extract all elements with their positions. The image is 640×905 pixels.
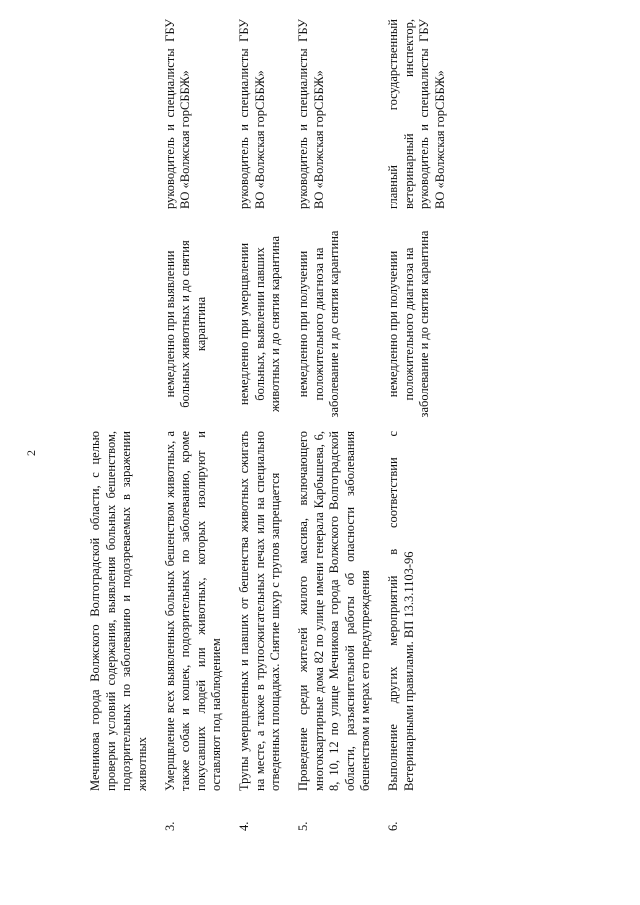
row-number: 4. xyxy=(237,821,251,831)
row-number xyxy=(88,791,161,833)
responsible-text: руководитель и специалисты ГБУ ВО «Волжская горСББЖ» xyxy=(162,18,193,209)
responsible-text: главный государственный ветеринарный инспектор, руководитель и специалисты ГБУ ВО «Волжская горСББЖ» xyxy=(386,18,447,209)
deadline-text: немедленно при выявлении больных животных и до снятия карантина xyxy=(162,239,208,408)
table-row xyxy=(88,13,161,833)
deadline-text: немедленно при получении положительного диагноза на заболевание и до снятия карантина xyxy=(295,230,342,417)
table-row xyxy=(384,13,459,833)
rotated-page-content xyxy=(40,18,600,873)
measure-text: Выполнение других мероприятий в соответствии с Ветеринарными правилами. ВП 13.3.1103-96 xyxy=(386,430,416,791)
responsible-text: руководитель и специалисты ГБУ ВО «Волжская горСББЖ» xyxy=(237,18,267,209)
page-number: 2 xyxy=(24,450,38,456)
measure-text: Умерщвление всех выявленных больных бешенством животных, а также собак и кошек, подозрительных по заболеванию, кроме покусавших людей или животных, которых изолируют и оставляют под наблюдением xyxy=(162,430,224,791)
responsible-text: руководитель и специалисты ГБУ ВО «Волжская горСББЖ» xyxy=(295,18,326,209)
row-number: 6. xyxy=(386,821,400,831)
row-number: 3. xyxy=(162,821,177,831)
responsible-text xyxy=(88,13,161,223)
measure-text: Проведение среди жителей жилого массива, включающего многоквартирные дома 82 по улице имени генерала Карбышева, 6, 8, 10, 12 по улице Мечникова города Волжского Волгоградской области, разъяснительной работы об опасности заболевания бешенством и мерах его предупреждения xyxy=(295,430,373,791)
row-number: 5. xyxy=(295,821,310,831)
measure-text: Мечникова города Волжского Волгоградской области, с целью проверки условий содержания, выявления больных бешенством, подозрительных по заболеванию и подозреваемых в заражении животных xyxy=(88,430,149,791)
deadline-text xyxy=(88,223,161,425)
deadline-text: немедленно при получении положительного диагноза на заболевание и до снятия карантина xyxy=(386,230,432,417)
table-row xyxy=(161,13,236,833)
measure-text: Трупы умерщвленных и павших от бешенства животных сжигать на месте, а также в трупосжигательных печах или на специально отведенных площадках. Снятие шкур с трупов запрещается xyxy=(237,430,283,791)
table-row xyxy=(235,13,294,833)
measures-table xyxy=(88,13,459,833)
table-row xyxy=(294,13,384,833)
deadline-text: немедленно при умерщвлении больных, выявлении павших животных и до снятия карантина xyxy=(237,235,283,412)
